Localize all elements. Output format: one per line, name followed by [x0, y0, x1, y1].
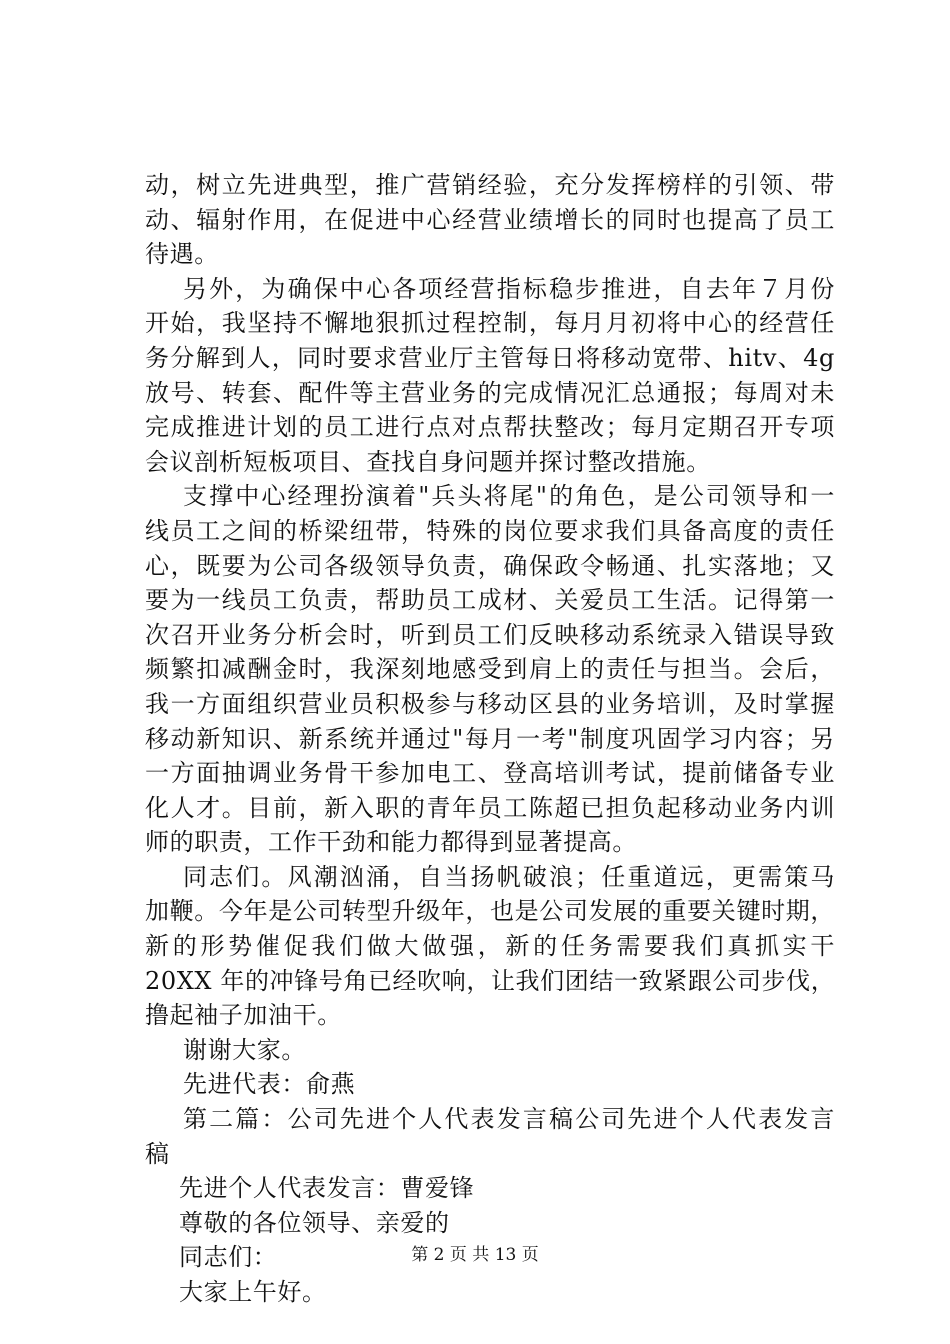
text-line: 稿 [145, 1139, 170, 1168]
text-line: 移动新知识、新系统并通过"每月一考"制度巩固学习内容；另 [145, 724, 835, 753]
text-line: 动，树立先进典型，推广营销经验，充分发挥榜样的引领、带 [145, 171, 835, 199]
text-line: 加鞭。今年是公司转型升级年，也是公司发展的重要关键时期， [145, 897, 835, 926]
text-line: 心，既要为公司各级领导负责，确保政令畅通、扎实落地；又 [145, 551, 835, 580]
text-line: 要为一线员工负责，帮助员工成材、关爱员工生活。记得第一 [145, 586, 835, 615]
text-line: 一方面抽调业务骨干参加电工、登高培训考试，提前储备专业 [145, 759, 835, 788]
text-line: 20XX 年的冲锋号角已经吹响，让我们团结一致紧跟公司步伐， [145, 966, 836, 995]
text-line: 频繁扣减酬金时，我深刻地感受到肩上的责任与担当。会后， [145, 655, 835, 684]
document-body [145, 168, 835, 1310]
text-line: 同志们。风潮汹涌，自当扬帆破浪；任重道远，更需策马 [183, 862, 835, 891]
text-line: 支撑中心经理扮演着"兵头将尾"的角色，是公司领导和一 [183, 482, 835, 511]
text-line: 谢谢大家。 [183, 1035, 306, 1064]
text-line: 完成推进计划的员工进行点对点帮扶整改；每月定期召开专项 [145, 413, 835, 442]
text-line: 化人才。目前，新入职的青年员工陈超已担负起移动业务内训 [145, 793, 835, 822]
text-line: 撸起袖子加油干。 [145, 1001, 342, 1030]
text-line: 动、辐射作用，在促进中心经营业绩增长的同时也提高了员工 [145, 205, 835, 234]
text-line: 开始，我坚持不懈地狠抓过程控制，每月月初将中心的经营任 [145, 309, 835, 338]
text-line: 师的职责，工作干劲和能力都得到显著提高。 [145, 828, 637, 857]
text-line: 务分解到人，同时要求营业厅主管每日将移动宽带、hitv、4g [145, 343, 835, 372]
text-line: 尊敬的各位领导、亲爱的 [179, 1208, 450, 1237]
text-line: 会议剖析短板项目、查找自身问题并探讨整改措施。 [145, 447, 711, 476]
text-line: 先进个人代表发言：曹爱锋 [179, 1174, 475, 1203]
text-line: 待遇。 [145, 240, 219, 269]
text-line: 另外，为确保中心各项经营指标稳步推进，自去年７月份 [183, 274, 835, 303]
text-line: 第二篇：公司先进个人代表发言稿公司先进个人代表发言 [183, 1105, 835, 1134]
text-line: 线员工之间的桥梁纽带，特殊的岗位要求我们具备高度的责任 [145, 516, 835, 545]
text-line: 我一方面组织营业员积极参与移动区县的业务培训，及时掌握 [145, 689, 835, 718]
text-line: 次召开业务分析会时，听到员工们反映移动系统录入错误导致 [145, 620, 835, 649]
page-footer: 第 2 页 共 13 页 [411, 1245, 539, 1265]
text-line: 大家上午好。 [179, 1278, 327, 1306]
text-line: 新的形势催促我们做大做强，新的任务需要我们真抓实干 [145, 932, 835, 961]
text-line: 先进代表：俞燕 [183, 1070, 356, 1099]
text-line: 同志们： [179, 1243, 278, 1272]
text-line: 放号、转套、配件等主营业务的完成情况汇总通报；每周对未 [145, 378, 835, 407]
